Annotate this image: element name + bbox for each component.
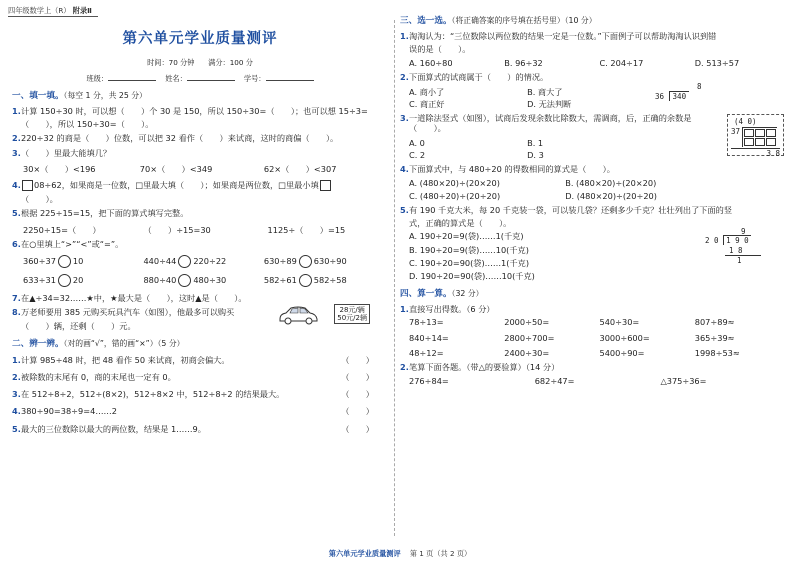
s3-q1-text: 淘淘认为：“三位数除以两位数的结果一定是一位数。”下面例子可以帮助淘淘认识到错	[409, 30, 717, 41]
product: 1 8	[729, 245, 743, 255]
s3-q2-text: 下面算式的试商属于（ ）的情况。	[409, 72, 549, 83]
s1-q8-text-b: （ ）辆，还剩（ ）元。	[21, 320, 136, 331]
option-d[interactable]: D. 513÷57	[694, 58, 740, 69]
written-calc[interactable]: △375÷36=	[660, 376, 707, 387]
s1-q8-text: 万老师要用 385 元购买玩具汽车（如图），他最多可以购买	[21, 307, 235, 318]
option-c[interactable]: C. 204÷17	[599, 58, 644, 69]
s1-q8: 8. 万老师要用 385 元购买玩具汽车（如图），他最多可以购买 （ ）辆，还剩（ ）元。 28元/辆 50元/2辆	[12, 307, 388, 331]
s3-q5: 5. 有 190 千克大米，每 20 千克装一袋，可以装几袋？还剩多少千克？壮壮列出了下面的竖 式，正确的算式是（ ）。 A. 190÷20=9(袋)……1(千克) B. 190÷20=9(袋)……10(千克) C. 190÷20=90(袋)……1(千克) D. 190÷20=90(袋)……10(千克) 9 2 0 1 9 0 1 8 1	[400, 205, 790, 282]
compare-circle[interactable]	[299, 274, 312, 287]
oral-calc[interactable]: 540÷30=	[599, 317, 640, 328]
s4-q1-note: （6 分）	[466, 304, 495, 315]
option-b[interactable]: B. 190÷20=9(袋)……10(千克)	[409, 244, 529, 255]
option-b[interactable]: B. (480×20)÷(20×20)	[565, 178, 657, 189]
s3-q3-text: 一道除法竖式（如图），试商后发现余数比除数大，需调商，后，正确的余数是（ ）。	[409, 113, 692, 134]
cmp-right: 630÷90	[313, 256, 347, 267]
oral-calc[interactable]: 840÷14=	[409, 332, 449, 343]
s1-q1: 1. 计算 150÷30 时，可以想（ ）个 30 是 150，所以 150÷30=（ ）；也可以想 15÷3= （ ），所以 150÷30=（ ）。	[12, 106, 388, 130]
s1-q6: 6. 在○里填上“>”“<”或“=”。 360÷37 10 440÷44 220÷22 630÷89 630÷90 633÷31 20 880÷40 480÷30 582÷61 582÷58	[12, 239, 388, 287]
digit-box[interactable]	[744, 129, 754, 137]
s4-q1: 1. 直接写出得数。（6 分） 78÷13= 2000÷50= 540÷30= 807÷89≈ 840÷14= 2800÷700= 3000÷600= 365÷39≈ 48÷12= 2400÷30= 5400÷90= 1998÷53≈	[400, 304, 790, 358]
compare-circle[interactable]	[178, 255, 191, 268]
oral-calc[interactable]: 78÷13=	[409, 317, 444, 328]
s1-q7-text: 在▲÷34=32……★中，★最大是（ ），这时▲是（ ）。	[21, 293, 247, 304]
remainder: 1	[725, 255, 761, 265]
s1-q3-text: （ ）里最大能填几？	[21, 147, 112, 158]
s1-q5-item-2: （ ）÷15=30	[143, 224, 211, 235]
student-info	[12, 73, 388, 83]
digit-box[interactable]	[755, 138, 765, 146]
exam-meta	[12, 58, 388, 67]
section-4-note: （32 分）	[451, 289, 484, 299]
class-label: 班级：	[86, 74, 109, 84]
s3-q3-long-division	[727, 114, 784, 156]
option-b[interactable]: B. 96÷32	[504, 58, 543, 69]
oral-calc[interactable]: 48÷12=	[409, 347, 444, 358]
oral-calc[interactable]: 1998÷53≈	[694, 347, 740, 358]
compare-circle[interactable]	[178, 274, 191, 287]
s1-q7: 7. 在▲÷34=32……★中，★最大是（ ），这时▲是（ ）。	[12, 293, 388, 303]
answer-paren[interactable]: （ ）	[341, 406, 374, 417]
s3-q3: 3. 一道除法竖式（如图），试商后发现余数比除数大，需调商，后，正确的余数是（ ）。 A. 0 B. 1 C. 2 D. 3 (4 0) 37 3 8	[400, 113, 790, 160]
header-grade: 四年级数学上（R）	[8, 6, 71, 15]
oral-calc[interactable]: 5400÷90=	[599, 347, 645, 358]
s2-q5: 5. 最大的三位数除以最大的两位数，结果是 1……9。 （ ）	[12, 424, 388, 434]
oral-calc[interactable]: 3000÷600=	[599, 332, 650, 343]
oral-calc[interactable]: 2800÷700=	[504, 332, 555, 343]
s1-q5-text: 根据 225÷15=15，把下面的算式填写完整。	[21, 208, 189, 219]
dividend: 1 9 0	[723, 235, 751, 245]
digit-box[interactable]	[766, 129, 776, 137]
written-calc[interactable]: 276÷84=	[409, 376, 449, 387]
s1-q4: 4. 08÷62，如果商是一位数，□里最大填（ ）；如果商是两位数，□里最小填 （ ）。	[12, 180, 388, 204]
s2-q1: 1. 计算 985÷48 时，把 48 看作 50 来试商，初商会偏大。 （ ）	[12, 355, 388, 365]
remainder-row: 3 8	[731, 148, 780, 158]
s1-q1-text: 计算 150÷30 时，可以想（ ）个 30 是 150，所以 150÷30=（ ）；也可以想 15÷3=	[21, 105, 368, 116]
option-a[interactable]: A. (480×20)÷(20×20)	[409, 178, 500, 189]
answer-paren[interactable]: （ ）	[341, 389, 374, 400]
s2-q2: 2. 被除数的末尾有 0，商的末尾也一定有 0。 （ ）	[12, 372, 388, 382]
divisor: 36	[655, 91, 665, 101]
digit-box[interactable]	[744, 138, 754, 146]
left-column	[12, 16, 388, 542]
compare-circle[interactable]	[58, 274, 71, 287]
s1-q6-text: 在○里填上“>”“<”或“=”。	[21, 238, 124, 249]
s4-q2-note: （14 分）	[525, 362, 560, 373]
oral-calc[interactable]: 2000÷50=	[504, 317, 550, 328]
section-2-heading	[12, 339, 388, 350]
oral-calc[interactable]: 365÷39≈	[694, 332, 735, 343]
quotient: 8	[697, 82, 702, 92]
option-a[interactable]: A. 190÷20=9(袋)……1(千克)	[409, 231, 524, 242]
s2-q3-text: 在 512÷8÷2，512÷(8×2)，512÷8×2 中，512÷8÷2 的结果最大。	[21, 389, 285, 400]
cmp-left: 582÷61	[263, 275, 297, 286]
s1-q3-item-1: 30×（ ）<196	[23, 163, 96, 174]
s1-q5-item-1: 2250÷15=（ ）	[23, 224, 101, 235]
s1-q2: 2. 220÷32 的商是（ ）位数，可以把 32 看作（ ）来试商，这时的商偏（ ）。	[12, 133, 388, 143]
s1-q3-item-3: 62×（ ）<307	[263, 163, 337, 174]
digit-box[interactable]	[766, 138, 776, 146]
option-d[interactable]: D. 3	[527, 149, 544, 160]
s1-q5: 5. 根据 225÷15=15，把下面的算式填写完整。 2250÷15=（ ） （ ）÷15=30 1125÷（ ）=15	[12, 208, 388, 235]
s1-q1-text-b: （ ），所以 150÷30=（ ）。	[21, 119, 154, 130]
s1-q3: 3. （ ）里最大能填几？ 30×（ ）<196 70×（ ）<349 62×（ ）<307	[12, 148, 388, 175]
option-c[interactable]: C. (480÷20)÷(20÷20)	[409, 190, 501, 201]
digit-box[interactable]	[755, 129, 765, 137]
section-4-heading	[400, 289, 790, 300]
price-single: 28元/辆	[339, 306, 365, 315]
quotient: 9	[741, 226, 746, 236]
page-footer	[0, 549, 800, 558]
option-a[interactable]: A. 商小了	[409, 86, 445, 97]
name-label: 姓名：	[165, 74, 187, 84]
cmp-left: 633÷31	[23, 275, 56, 286]
s1-q2-text: 220÷32 的商是（ ）位数，可以把 32 看作（ ）来试商，这时的商偏（ ）。	[21, 133, 339, 144]
option-d[interactable]: D. 190÷20=90(袋)……10(千克)	[409, 271, 535, 282]
cmp-left: 880÷40	[143, 275, 177, 286]
cmp-left: 630÷89	[263, 256, 297, 267]
divisor: 37	[731, 126, 741, 136]
oral-calc[interactable]: 2400÷30=	[504, 347, 550, 358]
id-label: 学号：	[243, 74, 266, 84]
section-4-title: 四、算一算。	[400, 289, 452, 300]
s3-q1: 1. 淘淘认为：“三位数除以两位数的结果一定是一位数。”下面例子可以帮助淘淘认识到错 误的是（ ）。 A. 160÷80 B. 96÷32 C. 204÷17 D. 513÷57	[400, 31, 790, 69]
s4-q2: 2. 笔算下面各题。（带△的要验算）（14 分） 276÷84= 682÷47= △375÷36=	[400, 362, 790, 387]
option-b[interactable]: B. 1	[527, 137, 544, 148]
class-field[interactable]	[108, 73, 156, 81]
time-label: 时间：70 分钟	[147, 58, 195, 68]
section-1-heading	[12, 91, 388, 102]
oral-calc[interactable]: 807÷89≈	[694, 317, 735, 328]
s1-q4-text: 08÷62，如果商是一位数，□里最大填（ ）；如果商是两位数，□里最小填	[34, 180, 319, 191]
price-tag	[334, 304, 370, 324]
header-appendix: 附录Ⅱ	[72, 6, 92, 15]
s3-q2: 2. 下面算式的试商属于（ ）的情况。 A. 商小了 B. 商大了 C. 商正好 D. 无法判断 8 36 340	[400, 72, 790, 109]
s3-q5-long-division	[705, 227, 761, 266]
s4-q1-text: 直接写出得数。	[409, 304, 467, 315]
cmp-right: 480÷30	[193, 275, 227, 286]
name-field[interactable]	[187, 73, 235, 81]
option-d[interactable]: D. 无法判断	[527, 98, 572, 109]
footer-page: 第 1 页（共 2 页）	[409, 549, 472, 558]
section-2-note: （对的画“√”，错的画“×”）（5 分）	[63, 338, 185, 348]
section-3-title: 三、选一选。	[400, 16, 452, 26]
s1-q5-item-3: 1125÷（ ）=15	[267, 224, 346, 235]
s3-q5-text: 有 190 千克大米，每 20 千克装一袋，可以装几袋？还剩多少千克？壮壮列出了下面的竖	[409, 204, 733, 215]
section-3-note: （将正确答案的序号填在括号里）（10 分）	[451, 16, 597, 25]
cmp-right: 220÷22	[193, 256, 227, 267]
option-b[interactable]: B. 商大了	[527, 86, 563, 97]
section-1-note: （每空 1 分，共 25 分）	[63, 91, 147, 101]
compare-circle[interactable]	[58, 255, 71, 268]
cmp-left: 360÷37	[23, 256, 56, 267]
answer-paren[interactable]: （ ）	[341, 423, 374, 434]
option-a[interactable]: A. 160÷80	[409, 58, 453, 69]
section-1-title: 一、填一填。	[12, 91, 64, 102]
page-title: 第六单元学业质量测评	[122, 31, 278, 47]
dividend: 340	[669, 91, 690, 101]
s2-q4: 4. 380÷90=38÷9=4……2 （ ）	[12, 406, 388, 416]
s3-q5-text-b: 式，正确的算式是（ ）。	[409, 218, 512, 229]
cmp-left: 440÷44	[143, 256, 177, 267]
option-d[interactable]: D. (480×20)÷(20÷20)	[565, 190, 657, 201]
option-c[interactable]: C. 190÷20=90(袋)……1(千克)	[409, 257, 530, 268]
compare-circle[interactable]	[299, 255, 312, 268]
section-2-title: 二、辨一辨。	[12, 338, 64, 349]
digit-box[interactable]	[22, 180, 33, 191]
divisor: 2 0	[705, 236, 719, 246]
cmp-right: 10	[72, 256, 84, 267]
written-calc[interactable]: 682÷47=	[534, 376, 575, 387]
section-3-heading	[400, 16, 790, 27]
quotient: (4 0)	[734, 117, 757, 127]
toy-car-icon	[276, 304, 320, 326]
right-column	[400, 16, 790, 542]
s3-q2-long-division	[655, 82, 702, 101]
s3-q1-text-b: 误的是（ ）。	[409, 43, 471, 54]
answer-paren[interactable]: （ ）	[341, 354, 374, 365]
option-c[interactable]: C. 商正好	[409, 98, 445, 109]
id-field[interactable]	[266, 73, 314, 81]
price-pair: 50元/2辆	[337, 314, 367, 323]
answer-paren[interactable]: （ ）	[341, 371, 374, 382]
s2-q5-text: 最大的三位数除以最大的两位数，结果是 1……9。	[21, 423, 206, 434]
cmp-right: 20	[72, 275, 84, 286]
option-c[interactable]: C. 2	[409, 149, 426, 160]
s2-q4-text: 380÷90=38÷9=4……2	[21, 406, 117, 417]
option-a[interactable]: A. 0	[409, 137, 425, 148]
s4-q2-text: 笔算下面各题。（带△的要验算）	[409, 362, 526, 373]
digit-box-2[interactable]	[320, 180, 331, 191]
score-label: 满分：100 分	[208, 58, 253, 68]
s1-q3-item-2: 70×（ ）<349	[139, 163, 213, 174]
s2-q3: 3. 在 512÷8÷2，512÷(8×2)，512÷8×2 中，512÷8÷2 的结果最大。 （ ）	[12, 389, 388, 399]
cmp-right: 582÷58	[313, 275, 347, 286]
s2-q1-text: 计算 985÷48 时，把 48 看作 50 来试商，初商会偏大。	[21, 354, 230, 365]
s3-q4: 4. 下面算式中，与 480÷20 的得数相同的算式是（ ）。 A. (480×20)÷(20×20) B. (480×20)÷(20×20) C. (480÷20)÷(20÷20) D. (480×20)÷(20÷20)	[400, 164, 790, 201]
column-divider	[394, 20, 395, 536]
s3-q4-text: 下面算式中，与 480÷20 的得数相同的算式是（ ）。	[409, 164, 615, 175]
s1-q4-text-b: （ ）。	[21, 194, 58, 205]
footer-unit: 第六单元学业质量测评	[328, 549, 401, 558]
s2-q2-text: 被除数的末尾有 0，商的末尾也一定有 0。	[21, 371, 176, 382]
